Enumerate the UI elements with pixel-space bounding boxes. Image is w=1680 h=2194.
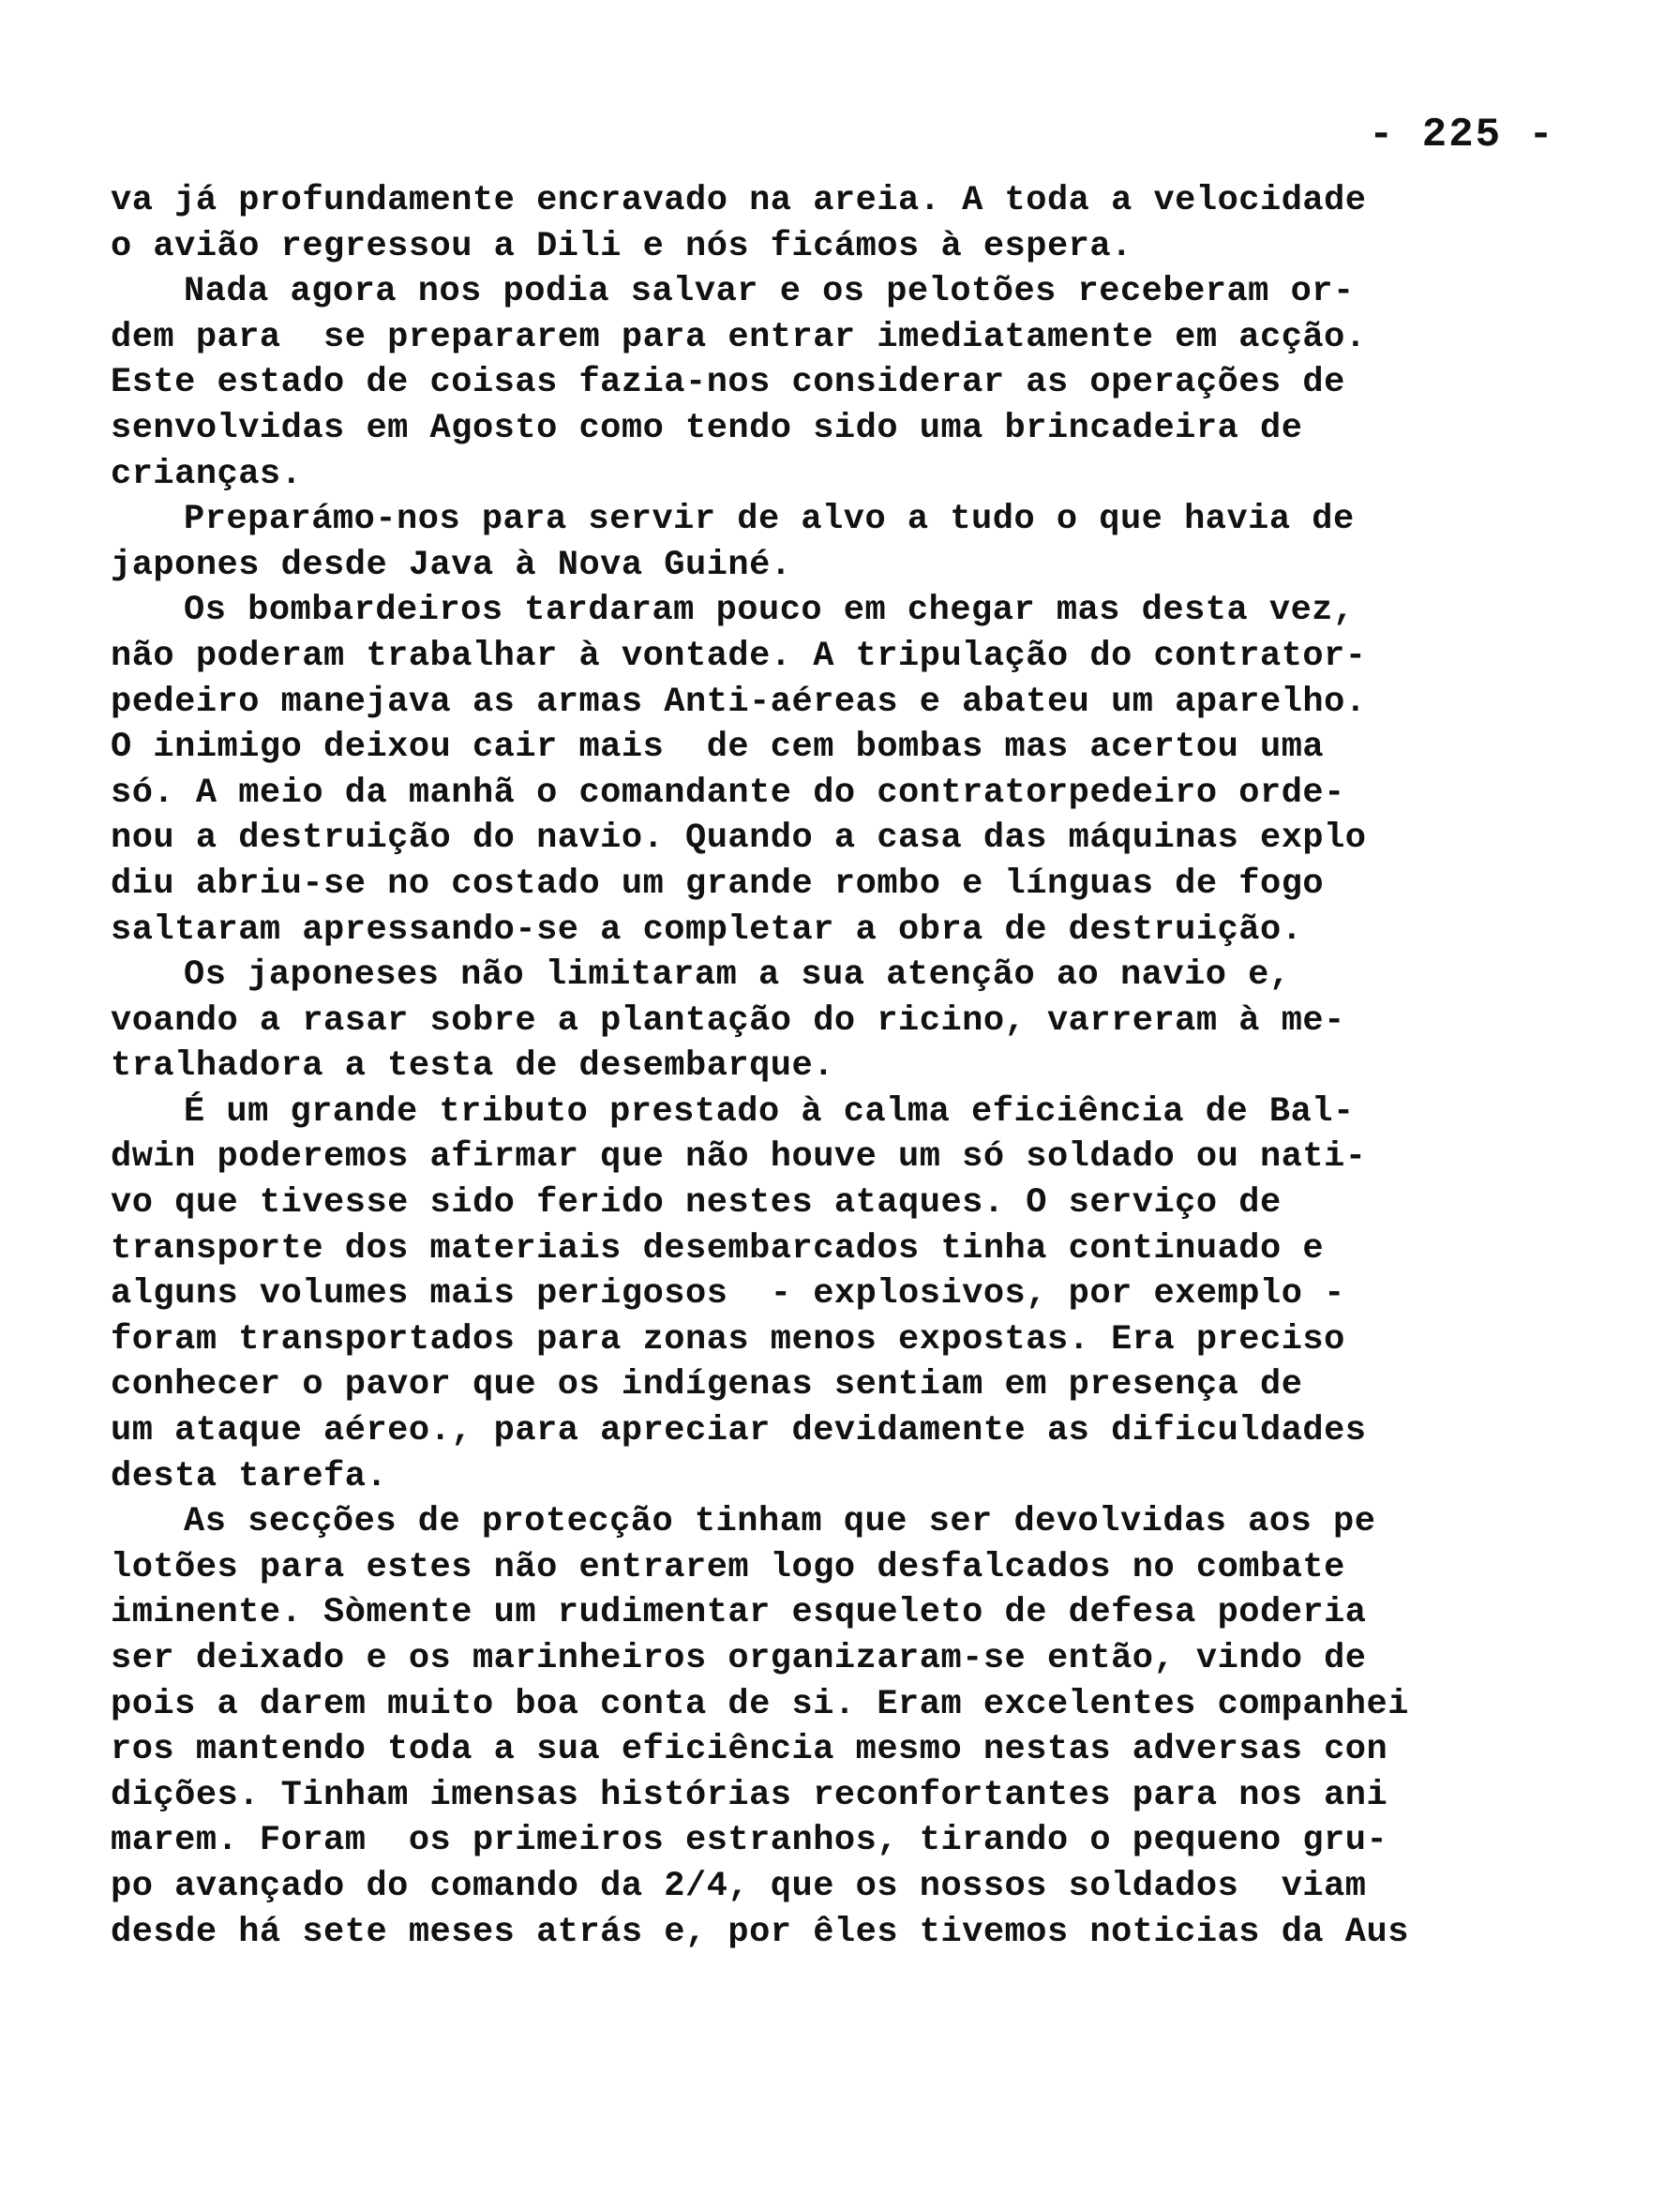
text-line: tralhadora a testa de desembarque. [111,1046,834,1087]
text-line: iminente. Sòmente um rudimentar esqueleto de defesa poderia [111,1593,1367,1633]
text-line: pedeiro manejava as armas Anti-aéreas e abateu um aparelho. [111,682,1367,722]
text-line: não poderam trabalhar à vontade. A tripulação do contrator- [111,636,1367,676]
text-line: japones desde Java à Nova Guiné. [111,545,792,585]
text-line: vo que tivesse sido ferido nestes ataques. O serviço de [111,1183,1282,1224]
text-line: desta tarefa. [111,1456,388,1496]
text-line: ser deixado e os marinheiros organizaram-se então, vindo de [111,1639,1367,1678]
text-line: senvolvidas em Agosto como tendo sido uma brincadeira de [111,408,1303,448]
text-line: dwin poderemos afirmar que não houve um só soldado ou nati- [111,1137,1367,1178]
text-line: desde há sete meses atrás e, por êles tivemos noticias da Aus [111,1912,1409,1952]
text-line: ros mantendo toda a sua eficiência mesmo nestas adversas con [111,1730,1388,1770]
text-line: As secções de protecção tinham que ser devolvidas aos pe [184,1502,1376,1542]
text-line: voando a rasar sobre a plantação do ricino, varreram à me- [111,1000,1345,1041]
page-number: - 225 - [1369,112,1555,158]
text-line: O inimigo deixou cair mais de cem bombas mas acertou uma [111,728,1325,768]
text-line: crianças. [111,454,303,494]
text-line: va já profundamente encravado na areia. A toda a velocidade [111,181,1367,220]
text-line: dições. Tinham imensas histórias reconfortantes para nos ani [111,1775,1388,1815]
text-line: conhecer o pavor que os indígenas sentiam em presença de [111,1365,1303,1405]
text-line: alguns volumes mais perigosos - explosivos, por exemplo - [111,1274,1345,1315]
text-line: o avião regressou a Dili e nós ficámos à espera. [111,226,1132,266]
text-line: saltaram apressando-se a completar a obra de destruição. [111,909,1303,950]
text-line: pois a darem muito boa conta de si. Eram excelentes companhei [111,1684,1409,1724]
text-line: lotões para estes não entrarem logo desfalcados no combate [111,1547,1345,1587]
text-line: foram transportados para zonas menos expostas. Era preciso [111,1319,1345,1360]
text-line: Preparámo-nos para servir de alvo a tudo o que havia de [184,500,1355,540]
text-line: só. A meio da manhã o comandante do contratorpedeiro orde- [111,773,1345,813]
text-line: diu abriu-se no costado um grande rombo e línguas de fogo [111,864,1325,904]
text-line: nou a destruição do navio. Quando a casa das máquinas explo [111,819,1367,859]
text-line: Os japoneses não limitaram a sua atenção ao navio e, [184,955,1291,996]
text-line: marem. Foram os primeiros estranhos, tirando o pequeno gru- [111,1821,1388,1861]
text-line: Os bombardeiros tardaram pouco em chegar mas desta vez, [184,591,1355,631]
text-line: um ataque aéreo., para apreciar devidamente as dificuldades [111,1411,1367,1451]
text-line: dem para se prepararem para entrar imediatamente em acção. [111,317,1367,357]
text-line: É um grande tributo prestado à calma eficiência de Bal- [184,1091,1355,1132]
body-text [111,178,1536,1955]
text-line: Este estado de coisas fazia-nos considerar as operações de [111,363,1345,403]
text-line: transporte dos materiais desembarcados tinha continuado e [111,1228,1325,1269]
text-line: Nada agora nos podia salvar e os pelotões receberam or- [184,272,1355,312]
text-line: po avançado do comando da 2/4, que os nossos soldados viam [111,1866,1367,1906]
